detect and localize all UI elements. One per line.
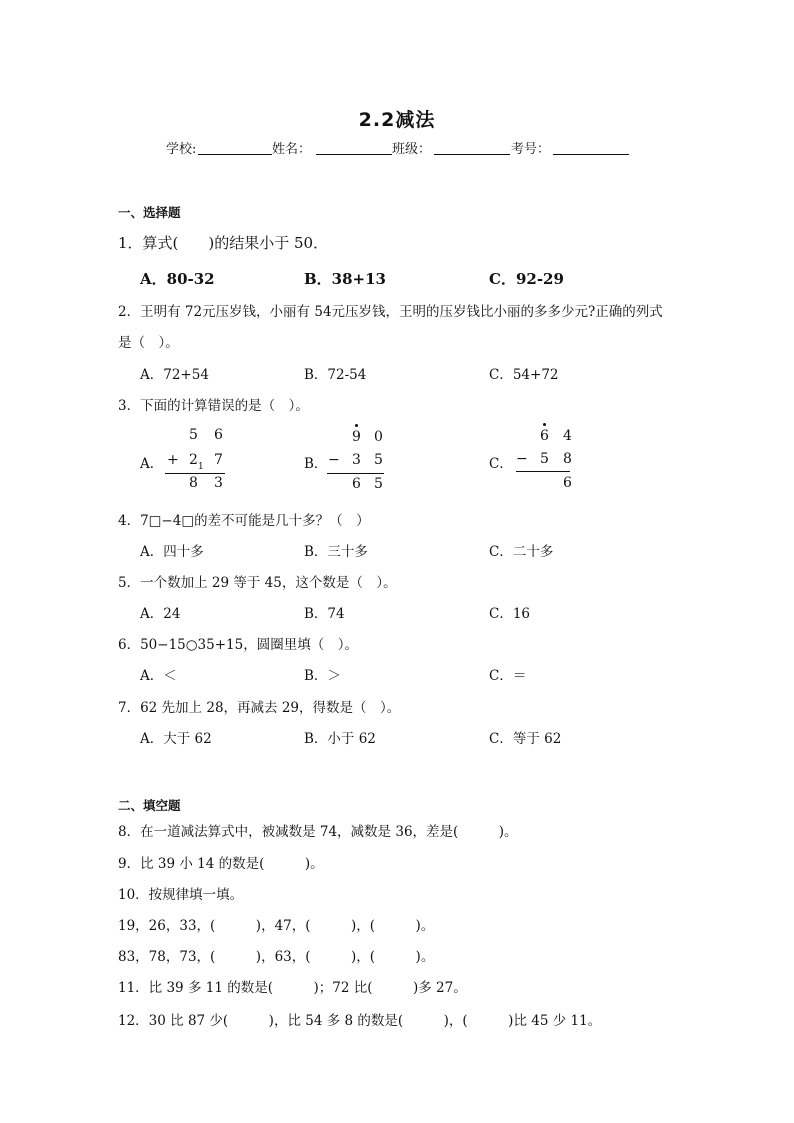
q5-option-a[interactable]: A．24	[140, 606, 181, 622]
name-label: 姓名：	[272, 142, 312, 157]
q1-option-c[interactable]: C．92-29	[489, 270, 564, 288]
q3-b-mid-ones: 5	[374, 452, 383, 468]
q2-option-b[interactable]: B．72-54	[304, 367, 367, 383]
school-blank[interactable]	[198, 140, 272, 155]
school-label: 学校:	[166, 142, 197, 157]
q3-b-top-ones: 0	[374, 429, 383, 445]
q3-c-mid-tens: 5	[540, 451, 549, 467]
question-7: 7．62 先加上 28，再减去 29，得数是（ ）。	[118, 700, 401, 716]
section-fill-heading: 二、填空题	[118, 798, 181, 813]
q7-option-c[interactable]: C．等于 62	[489, 731, 562, 747]
name-blank[interactable]	[316, 140, 392, 155]
q6-option-a[interactable]: A．＜	[140, 668, 177, 684]
class-blank[interactable]	[434, 140, 510, 155]
q7-option-b[interactable]: B．小于 62	[304, 731, 376, 747]
question-10-row2: 83，78，73，( )，63，( )，( )。	[118, 949, 435, 965]
question-3: 3．下面的计算错误的是（ ）。	[118, 398, 309, 414]
q2-option-c[interactable]: C．54+72	[489, 367, 559, 383]
section-choice-heading: 一、选择题	[118, 205, 181, 220]
exam-no-label: 考号：	[511, 142, 551, 157]
q3-a-res-tens: 8	[189, 475, 198, 491]
q1-option-a[interactable]: A．80-32	[140, 270, 215, 288]
q3-option-a-label[interactable]: A．	[140, 456, 164, 472]
q3-a-operator: +	[167, 452, 179, 468]
q3-b-res-ones: 5	[374, 476, 383, 492]
q5-option-b[interactable]: B．74	[304, 606, 345, 622]
q4-option-c[interactable]: C．二十多	[489, 544, 554, 560]
q3-c-res-ones: 6	[563, 475, 572, 491]
q3-b-borrow-dot	[355, 424, 358, 427]
q3-b-mid-tens: 3	[352, 452, 361, 468]
q3-c-top-tens: 6	[540, 428, 549, 444]
q3-option-c-label[interactable]: C．	[489, 456, 513, 472]
q3-b-operator: −	[328, 452, 340, 468]
q5-option-c[interactable]: C．16	[489, 606, 531, 622]
q3-c-rule	[516, 471, 570, 472]
q1-option-b[interactable]: B．38+13	[304, 270, 386, 288]
q4-option-b[interactable]: B．三十多	[304, 544, 368, 560]
q3-a-top-ones: 6	[214, 427, 223, 443]
q3-a-rule	[165, 473, 225, 474]
q3-a-mid-ones: 7	[214, 452, 223, 468]
q3-c-borrow-dot	[543, 423, 546, 426]
exam-no-blank[interactable]	[553, 140, 629, 155]
q7-option-a[interactable]: A．大于 62	[140, 731, 212, 747]
question-9: 9．比 39 小 14 的数是( )。	[118, 856, 324, 872]
question-12: 12．30 比 87 少( )，比 54 多 8 的数是( )，( )比 45 少 11。	[118, 1013, 602, 1029]
q4-option-a[interactable]: A．四十多	[140, 544, 204, 560]
q2-option-a[interactable]: A．72+54	[140, 367, 209, 383]
q3-c-operator: −	[516, 451, 528, 467]
q3-c-top-ones: 4	[563, 428, 572, 444]
question-5: 5．一个数加上 29 等于 45，这个数是（ ）。	[118, 575, 397, 591]
q3-a-mid-tens: 2	[189, 452, 198, 468]
q3-a-carry: 1	[198, 462, 204, 472]
q6-option-c[interactable]: C．＝	[489, 668, 527, 684]
question-10: 10．按规律填一填。	[118, 887, 244, 903]
question-6: 6．50−15○35+15，圆圈里填（ ）。	[118, 637, 358, 653]
page-title: 2.2减法	[358, 109, 436, 131]
q6-option-b[interactable]: B．＞	[304, 668, 341, 684]
question-4: 4．7□−4□的差不可能是几十多？（ ）	[118, 513, 370, 529]
question-2-line1: 2．王明有 72元压岁钱，小丽有 54元压岁钱，王明的压岁钱比小丽的多多少元?正确的列式	[118, 304, 663, 320]
question-2-line2: 是（ ）。	[118, 335, 179, 351]
class-label: 班级：	[392, 142, 432, 157]
q3-b-top-tens: 9	[352, 429, 361, 445]
q3-c-mid-ones: 8	[563, 451, 572, 467]
question-1: 1．算式( )的结果小于 50．	[118, 234, 329, 252]
q3-a-res-ones: 3	[214, 475, 223, 491]
question-8: 8．在一道减法算式中，被减数是 74，减数是 36，差是( )。	[118, 824, 518, 840]
question-11: 11．比 39 多 11 的数是( )；72 比( )多 27。	[118, 980, 467, 996]
q3-a-top-tens: 5	[189, 427, 198, 443]
q3-option-b-label[interactable]: B．	[304, 456, 328, 472]
q3-b-res-tens: 6	[352, 476, 361, 492]
q3-b-rule	[327, 473, 384, 474]
question-10-row1: 19，26，33，( )，47，( )，( )。	[118, 918, 435, 934]
